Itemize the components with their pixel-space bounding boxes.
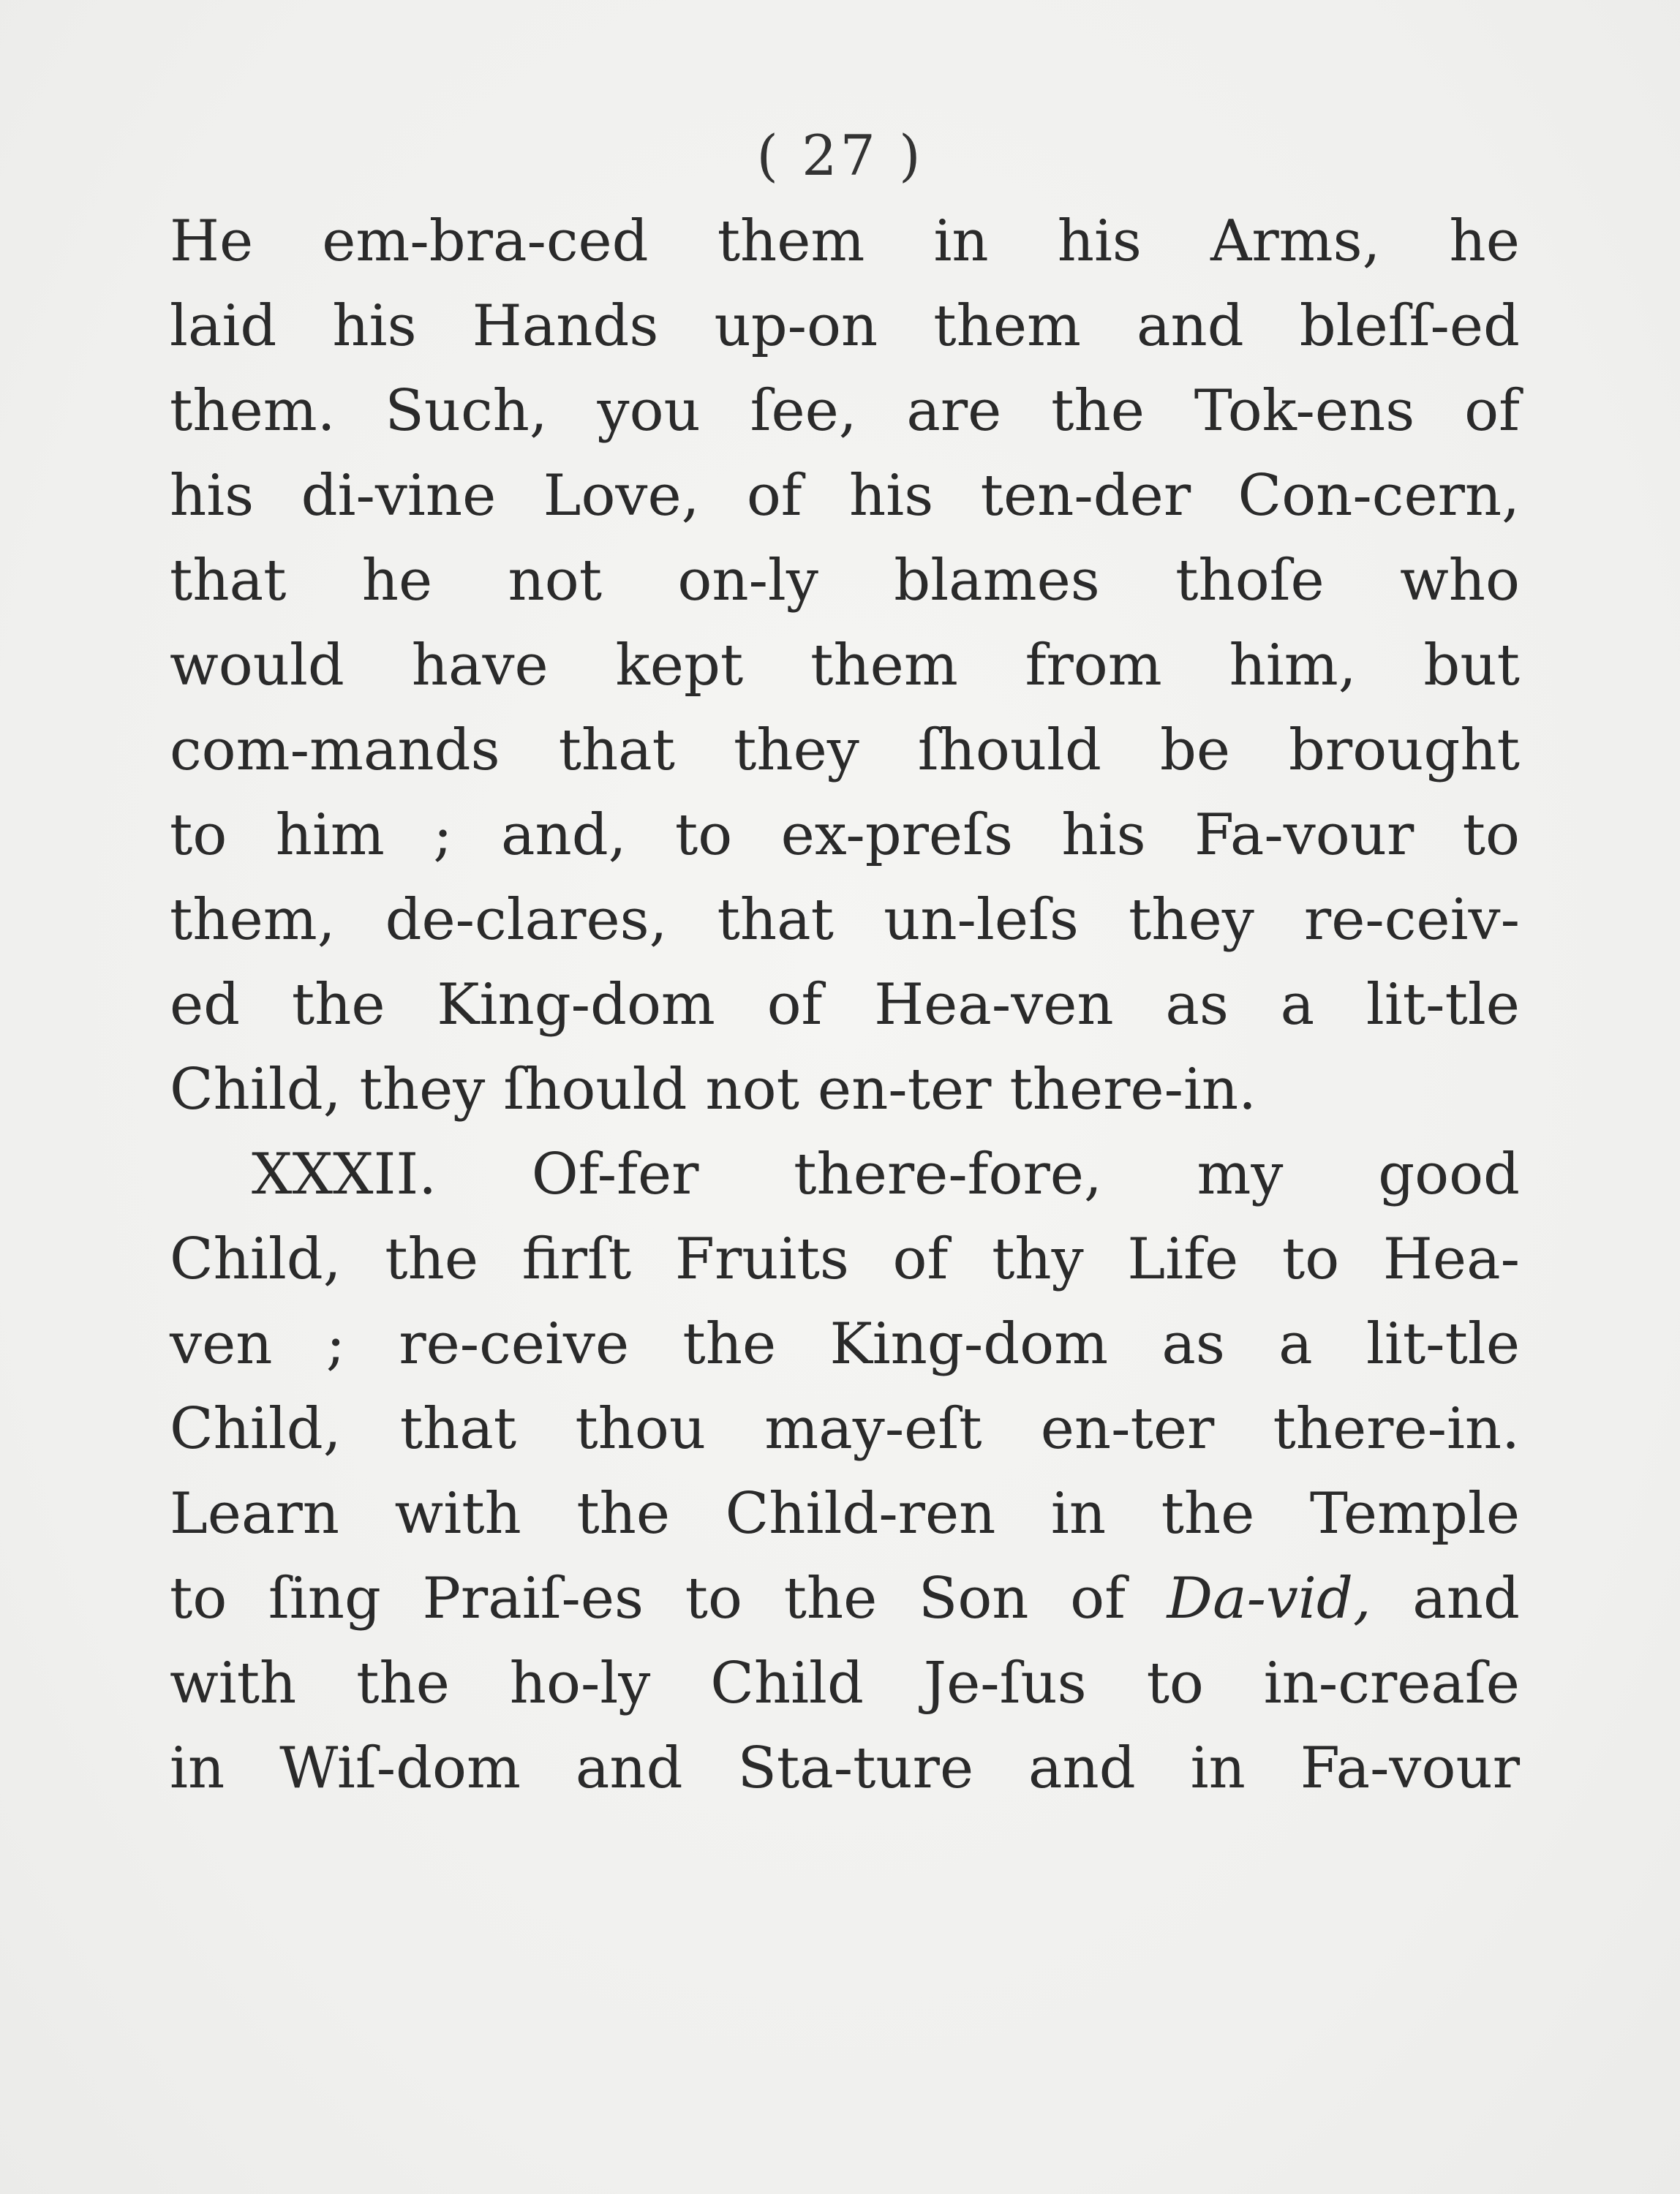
word: the [291, 972, 385, 1038]
word: good [1378, 1142, 1520, 1207]
word: bleſſ-ed [1299, 293, 1520, 359]
body-text [170, 199, 1520, 1811]
text-line [170, 1302, 1520, 1387]
text-line [170, 453, 1520, 538]
word: Learn [170, 1481, 339, 1547]
word: they [359, 1057, 486, 1123]
word: Child [710, 1651, 864, 1716]
word: and [575, 1735, 683, 1801]
word: the [1161, 1481, 1255, 1547]
word: de-clares, [385, 887, 668, 953]
word: in [933, 208, 989, 274]
text-line [170, 1217, 1520, 1302]
word: in [1050, 1481, 1107, 1547]
word: King-dom [437, 972, 715, 1038]
word: re-ceiv- [1303, 887, 1520, 953]
word: Praiſ-es [422, 1566, 644, 1632]
word: them [810, 633, 958, 698]
word: the [1051, 378, 1145, 444]
word: from [1025, 633, 1162, 698]
word: brought [1289, 717, 1520, 783]
word: Child, [170, 1226, 342, 1292]
word: be [1159, 717, 1231, 783]
text-line [170, 1387, 1520, 1471]
word: his [1061, 802, 1146, 868]
word: Je-ſus [923, 1651, 1087, 1716]
word: a [1278, 1311, 1313, 1377]
word: them. [170, 378, 336, 444]
word: lit-tle [1366, 1311, 1520, 1377]
word: in [170, 1735, 225, 1801]
text-line [170, 199, 1520, 284]
text-line [170, 1471, 1520, 1556]
word: Such, [385, 378, 548, 444]
word: that [170, 548, 287, 614]
text-line [170, 878, 1520, 962]
word: the [385, 1226, 478, 1292]
word: Love, [543, 463, 700, 529]
word: Tok-ens [1194, 378, 1415, 444]
word: his [1057, 208, 1142, 274]
word: they [734, 717, 859, 783]
word: that [717, 887, 834, 953]
text-line [170, 1556, 1520, 1641]
word: have [411, 633, 549, 698]
word: ex-preſs [780, 802, 1013, 868]
word: of [1464, 378, 1520, 444]
word: would [170, 633, 344, 698]
word: that [399, 1396, 517, 1462]
word: thou [575, 1396, 707, 1462]
word: Arms, [1210, 208, 1381, 274]
text-line [170, 962, 1520, 1047]
word: of [746, 463, 802, 529]
word: en-ter [1040, 1396, 1215, 1462]
word: the [576, 1481, 671, 1547]
text-line [170, 1641, 1520, 1726]
word: King-dom [829, 1311, 1109, 1377]
word: un-leſs [884, 887, 1079, 953]
word: they [1129, 887, 1254, 953]
word: to [674, 802, 733, 868]
word: there-fore, [794, 1142, 1102, 1207]
word: with [170, 1651, 297, 1716]
word: my [1197, 1142, 1284, 1207]
word: to [1146, 1651, 1204, 1716]
word: ſee, [750, 378, 857, 444]
word: as [1161, 1311, 1225, 1377]
word: that [558, 717, 676, 783]
word: them [717, 208, 865, 274]
word: his [170, 463, 255, 529]
text-line [170, 708, 1520, 793]
word: Hea- [1382, 1226, 1520, 1292]
word: who [1400, 548, 1520, 614]
word: thoſe [1175, 548, 1325, 614]
word: and [1137, 293, 1244, 359]
word: and [1028, 1735, 1136, 1801]
text-line [170, 369, 1520, 453]
word: a [1280, 972, 1315, 1038]
page-number: ( 27 ) [756, 123, 924, 188]
word: of [1070, 1566, 1126, 1632]
word: en-ter [817, 1057, 992, 1123]
word: ven [170, 1311, 273, 1377]
word: as [1165, 972, 1229, 1038]
word: his [849, 463, 934, 529]
word: He [170, 208, 254, 274]
word: there-in. [1273, 1396, 1520, 1462]
word: the [682, 1311, 777, 1377]
word: com-mands [170, 717, 500, 783]
word: kept [615, 633, 744, 698]
text-line [170, 793, 1520, 878]
word: firſt [521, 1226, 632, 1292]
word: Hands [472, 293, 659, 359]
word: to [170, 1566, 227, 1632]
word: him [275, 802, 385, 868]
text-line [170, 623, 1520, 708]
word: in-creaſe [1263, 1651, 1520, 1716]
word: to [170, 802, 227, 868]
word: on-ly [677, 548, 818, 614]
word: Temple [1309, 1481, 1520, 1547]
word: there-in. [1009, 1057, 1257, 1123]
word: of [892, 1226, 949, 1292]
word: XXXII. [252, 1142, 437, 1207]
word: ten-der [980, 463, 1191, 529]
word: and, [500, 802, 627, 868]
word: not [705, 1057, 799, 1123]
word: to [685, 1566, 742, 1632]
word: he [1449, 208, 1520, 274]
word: may-eſt [764, 1396, 982, 1462]
word: Child, [170, 1057, 342, 1123]
word: ed [170, 972, 241, 1038]
word: ho-ly [509, 1651, 651, 1716]
word: Con-cern, [1238, 463, 1520, 529]
word: Son [918, 1566, 1029, 1632]
word: ſhould [503, 1057, 688, 1123]
word: Hea-ven [874, 972, 1114, 1038]
word: and [1412, 1566, 1520, 1632]
word: with [394, 1481, 521, 1547]
paragraph-2 [170, 1132, 1520, 1811]
word: Fruits [674, 1226, 849, 1292]
word: Wiſ-dom [279, 1735, 521, 1801]
text-line [170, 284, 1520, 369]
word: Da-vid, [1167, 1566, 1371, 1632]
word: the [783, 1566, 878, 1632]
text-line [170, 1047, 1520, 1132]
word: em-bra-ced [322, 208, 649, 274]
word: to [1281, 1226, 1340, 1292]
word: of [766, 972, 823, 1038]
word: re-ceive [399, 1311, 630, 1377]
word: up-on [714, 293, 878, 359]
word: to [1462, 802, 1520, 868]
paragraph-1 [170, 199, 1520, 1132]
word: them, [170, 887, 336, 953]
word: Sta-ture [737, 1735, 974, 1801]
word: his [332, 293, 417, 359]
word: Life [1127, 1226, 1239, 1292]
word: thy [992, 1226, 1084, 1292]
word: ſhould [917, 717, 1101, 783]
word: Child-ren [725, 1481, 996, 1547]
word: in [1190, 1735, 1246, 1801]
word: Fa-vour [1194, 802, 1415, 868]
word: ; [325, 1311, 346, 1377]
word: ; [433, 802, 453, 868]
word: are [906, 378, 1002, 444]
text-line [170, 1132, 1520, 1217]
word: blames [894, 548, 1100, 614]
word: he [361, 548, 433, 614]
text-line [170, 538, 1520, 623]
word: lit-tle [1366, 972, 1520, 1038]
word: him, [1229, 633, 1357, 698]
word: Of-fer [531, 1142, 699, 1207]
word: but [1423, 633, 1520, 698]
word: not [508, 548, 603, 614]
word: di-vine [301, 463, 497, 529]
word: laid [170, 293, 277, 359]
word: ſing [268, 1566, 381, 1632]
word: the [356, 1651, 450, 1716]
word: Fa-vour [1300, 1735, 1520, 1801]
word: them [933, 293, 1081, 359]
word: Child, [170, 1396, 342, 1462]
word: you [597, 378, 701, 444]
text-line [170, 1726, 1520, 1811]
